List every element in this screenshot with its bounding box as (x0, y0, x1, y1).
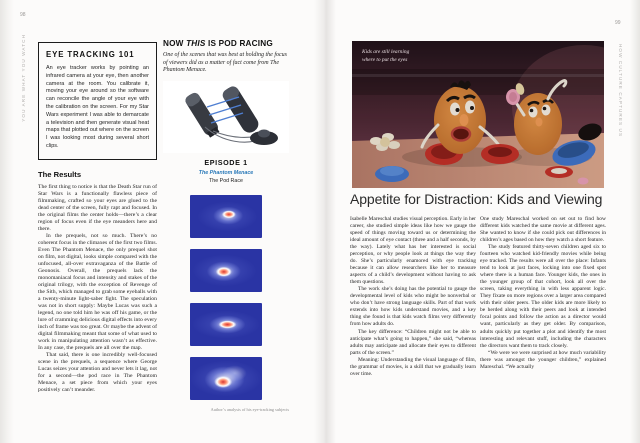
sidebar-box-body: An eye tracker works by pointing an infrared camera at your eye, then another camera at the room. You calibrate it, moving your eye around so the software can reconcile the angle of your eye with the calibration on the screen. For my Star Wars experiment I was able to demarcate a television and then generate visual heat maps that plotted out where on the screen I was looking most during several short clips. (46, 65, 149, 149)
article-col1-paragraph-4: Meaning: Understanding the visual language of film, the grammar of movies, is a skill that we gradually learn over time. (350, 356, 476, 377)
left-margin-running-head: YOU ARE WHAT YOU WATCH (21, 34, 26, 122)
article-col1-paragraph-3: The key difference: “Children might not be able to anticipate what’s going to happen,” she said, “whereas adults may anticipate and allocate their eyes to different parts of the screen.” (350, 328, 476, 356)
article-col2-paragraph-2: The study featured thirty-seven children aged six to fourteen who watched kid-friendly movies while being eye tracked. The results were all over the place: Infants tend to look at just faces, locking into one fixed spot where there is a human face. Younger kids, the ones in the younger group of that cohort, look all over the screen, taking everything in with less apparent logic. They fixate on more regions over a larger area compared with their older peers. The older kids are more likely to be herded along with their peers and look at intended focal points and follow the action as a director would want, particularly as they get older. By comparison, adults quickly put together a plot and identify the most interesting and relevant stuff, including the characters the directors want them to track closely. (480, 244, 606, 349)
right-margin-running-head: HOW CULTURE CAPTURES US (618, 44, 623, 138)
eye-tracking-heatmap-1 (190, 195, 262, 238)
eye-tracking-heatmap-3 (190, 303, 262, 346)
results-heading: The Results (38, 169, 82, 179)
results-paragraph-3: That said, there is one incredibly well-focused scene in the prequels, a sequence where George Lucas seizes your attention and never lets it lag, not for a second—the pod race in The Phantom Menace, a set piece from which your eyes positively can’t meander. (38, 351, 157, 393)
pod-racing-title-italic: THIS (186, 39, 206, 48)
eye-tracking-heatmap-4 (190, 357, 262, 400)
results-body (38, 184, 157, 394)
book-spine-shadow (314, 0, 336, 443)
article-column-1 (350, 216, 476, 378)
caption-line-1: Kids are still learning (362, 49, 410, 55)
eye-tracking-heatmap-2 (190, 249, 262, 292)
results-paragraph-2: In the prequels, not so much. There’s no coherent focus in the climaxes of the first two films. Even The Phantom Menace, the only prequel shot on film, not digital, looks simple compared with the unfocused, all-over extravaganza of the Battle of Geonosis. Overall, the prequels lack the monomaniacal focus and intensity and stakes of the original trilogy, with the exception of Revenge of the Sith, which managed to grab some eyeballs with a twenty-minute light-saber fight. The speculation was not in short supply: Maybe Lucas was such a legend, no one told him he was off his game, or the lure of cramming delicious digital effects into every inch of frame was too great. Or maybe the advent of digital filmmaking meant that some of what used to work in manipulating attention wasn’t as effective. In any case, the prequels are all over the map. (38, 232, 157, 351)
movie-still (352, 41, 604, 188)
article-col1-paragraph-1: Isabelle Mareschal studies visual perception. Early in her career, she studied simple ideas like how we gauge the speed of things moving toward us or determining the ideal amount of eye contact (three and a half seconds, by the way). Lately what has her interested is social perception, or why people look at things the way they do. She’s particularly enamored with eye tracking because it can allow researchers like her to measure aspects of a child’s development without having to ask them questions. (350, 216, 476, 286)
page-number-right: 99 (615, 20, 621, 26)
podracer-illustration (163, 81, 289, 153)
episode-block (163, 158, 289, 184)
podracer-photo (163, 81, 289, 153)
pod-racing-title-pre: NOW (163, 39, 187, 48)
movie-still-caption (362, 49, 409, 64)
left-column (38, 42, 157, 394)
page-number-left: 98 (20, 12, 26, 18)
caption-line-2: where to put the eyes (362, 56, 408, 63)
pod-racing-subtitle: One of the scenes that was best at holding the focus of viewers did as a matter of fact come from The Phantom Menace. (163, 52, 287, 74)
episode-label: EPISODE 1 (204, 158, 248, 168)
article-col2-paragraph-3: “We were we were surprised at how much variability there was amongst the younger children,” explained Mareschal. “We actually (480, 349, 606, 370)
heatmap-caption: Author’s analysis of his eye-tracking subjects (210, 407, 289, 413)
eye-tracking-sidebar-box (38, 42, 157, 160)
episode-movie-title: The Phantom Menace (198, 170, 254, 177)
right-page-edge (630, 0, 640, 443)
results-paragraph-1: The first thing to notice is that the Death Star run of Star Wars is a functionally flawless piece of filmmaking, crafted so your eyes are glued to the dead center of the screen, fully rapt and focused. In the original films the center holds—there’s a clear region of focus even if the eye meanders here and there. (38, 183, 157, 232)
episode-scene-title: The Pod Race (209, 178, 243, 185)
article-col1-paragraph-2: The work she’s doing has the potential to gauge the developmental level of kids who might be nonverbal or who don’t have strong language skills. Part of that work extends into how kids understand movies, and a key thing she found is that kids watch films very differently from how adults do. (350, 286, 476, 328)
article-col2-paragraph-1: One study Mareschal worked on set out to find how different kids watched the same movie at different ages. She wanted to know if she could pick out differences in children’s ages based on how they watch a short feature. (480, 216, 606, 244)
pod-racing-title-post: IS POD RACING (205, 39, 273, 48)
left-page-edge (0, 0, 14, 443)
article-column-2 (480, 216, 606, 371)
article-heading: Appetite for Distraction: Kids and Viewing (350, 191, 603, 207)
pod-racing-title (163, 39, 289, 48)
pod-racing-column (163, 39, 289, 412)
sidebar-box-title: EYE TRACKING 101 (46, 50, 135, 59)
